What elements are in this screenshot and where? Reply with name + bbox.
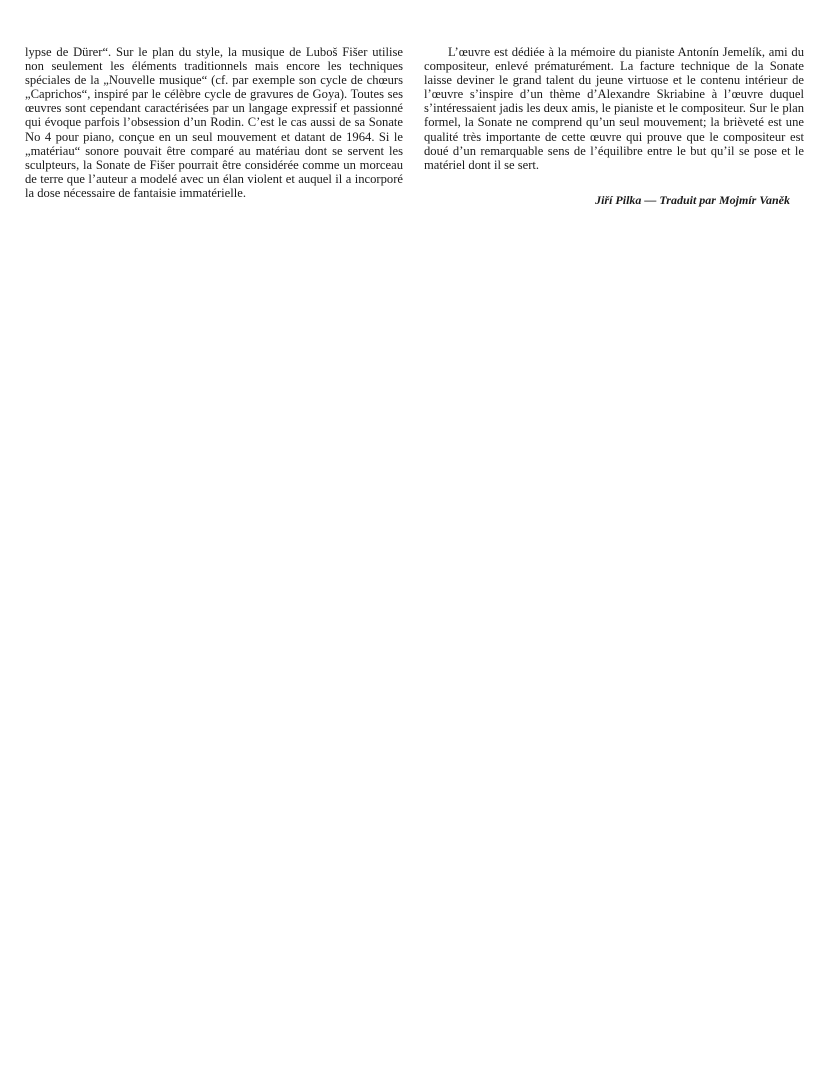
right-column bbox=[424, 45, 804, 207]
author-signature: Jiří Pilka — Traduit par Mojmír Vaněk bbox=[595, 192, 790, 207]
left-paragraph: lypse de Dürer“. Sur le plan du style, la musique de Luboš Fišer utilise non seulement les éléments traditionnels mais encore les techniques spéciales de la „Nouvelle musique“ (cf. par exemple son cycle de chœurs „Caprichos“, inspiré par le célèbre cycle de gravures de Goya). Toutes ses œuvres sont cependant caractérisées par un langage expressif et passionné qui évoque parfois l’obsession d’un Rodin. C’est le cas aussi de sa Sonate No 4 pour piano, conçue en un seul mouvement et datant de 1964. Si le „matériau“ sonore pouvait être comparé au matériau dont se servent les sculpteurs, la Sonate de Fišer pourrait être considérée comme un morceau de terre que l’auteur a modelé avec un élan violent et auquel il a incorporé la dose nécessaire de fantaisie immatérielle. bbox=[25, 45, 403, 200]
right-paragraph: L’œuvre est dédiée à la mémoire du pianiste Antonín Jemelík, ami du compositeur, enlevé prématurément. La facture technique de la Sonate laisse deviner le grand talent du jeune virtuose et le contenu intérieur de l’œuvre s’inspire d’un thème d’Alexandre Skriabine à l’œuvre duquel s’intéressaient jadis les deux amis, le pianiste et le compositeur. Sur le plan formel, la Sonate ne comprend qu’un seul mouvement; la brièveté est une qualité très importante de cette œuvre qui prouve que le compositeur est doué d’un remarquable sens de l’équilibre entre le but qu’il se pose et le matériel dont il se sert. bbox=[424, 45, 804, 172]
left-column bbox=[25, 45, 403, 200]
